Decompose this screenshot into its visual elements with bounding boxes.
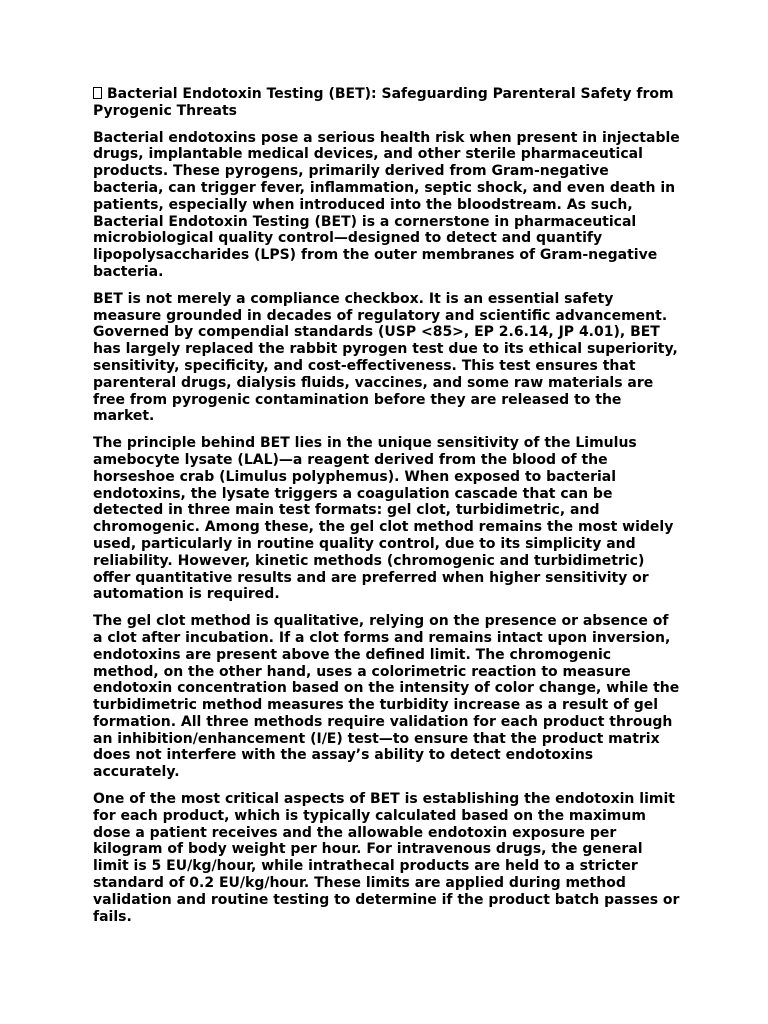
paragraph-2: BET is not merely a compliance checkbox. It is an essential safety measure grounded in decades of regulatory and scientific advancement. Governed by compendial standards (USP <85>, EP 2.6.14, JP 4.01), BET has largely replaced the rabbit pyrogen test due to its ethical superiority, sensitivity, specificity, and cost-effectiveness. This test ensures that parenteral drugs, dialysis fluids, vaccines, and some raw materials are free from pyrogenic contamination before they are released to the market.: [93, 290, 678, 425]
document-title-text: Bacterial Endotoxin Testing (BET): Safeguarding Parenteral Safety from Pyrogenic Threats: [93, 86, 674, 119]
missing-glyph-icon: [93, 87, 102, 99]
paragraph-3: The principle behind BET lies in the unique sensitivity of the Limulus amebocyte lysate (LAL)—a reagent derived from the blood of the horseshoe crab (Limulus polyphemus). When exposed to bacterial endotoxins, the lysate triggers a coagulation cascade that can be detected in three main test formats: gel clot, turbidimetric, and chromogenic. Among these, the gel clot method remains the most widely used, particularly in routine quality control, due to its simplicity and reliability. However, kinetic methods (chromogenic and turbidimetric) offer quantitative results and are preferred when higher sensitivity or automation is required.: [93, 435, 674, 603]
document-page: [93, 86, 681, 935]
paragraph-4: The gel clot method is qualitative, relying on the presence or absence of a clot after incubation. If a clot forms and remains intact upon inversion, endotoxins are present above the defined limit. The chromogenic method, on the other hand, uses a colorimetric reaction to measure endotoxin concentration based on the intensity of color change, while the turbidimetric method measures the turbidity increase as a result of gel formation. All three methods require validation for each product through an inhibition/enhancement (I/E) test—to ensure that the product matrix does not interfere with the assay’s ability to detect endotoxins accurately.: [93, 613, 680, 781]
paragraph-1: Bacterial endotoxins pose a serious health risk when present in injectable drugs, implantable medical devices, and other sterile pharmaceutical products. These pyrogens, primarily derived from Gram-negative bacteria, can trigger fever, inflammation, septic shock, and even death in patients, especially when introduced into the bloodstream. As such, Bacterial Endotoxin Testing (BET) is a cornerstone in pharmaceutical microbiological quality control—designed to detect and quantify lipopolysaccharides (LPS) from the outer membranes of Gram-negative bacteria.: [93, 129, 680, 280]
document-title: [93, 86, 681, 120]
paragraph-5: One of the most critical aspects of BET is establishing the endotoxin limit for each product, which is typically calculated based on the maximum dose a patient receives and the allowable endotoxin exposure per kilogram of body weight per hour. For intravenous drugs, the general limit is 5 EU/kg/hour, while intrathecal products are held to a stricter standard of 0.2 EU/kg/hour. These limits are applied during method validation and routine testing to determine if the product batch passes or fails.: [93, 791, 680, 925]
